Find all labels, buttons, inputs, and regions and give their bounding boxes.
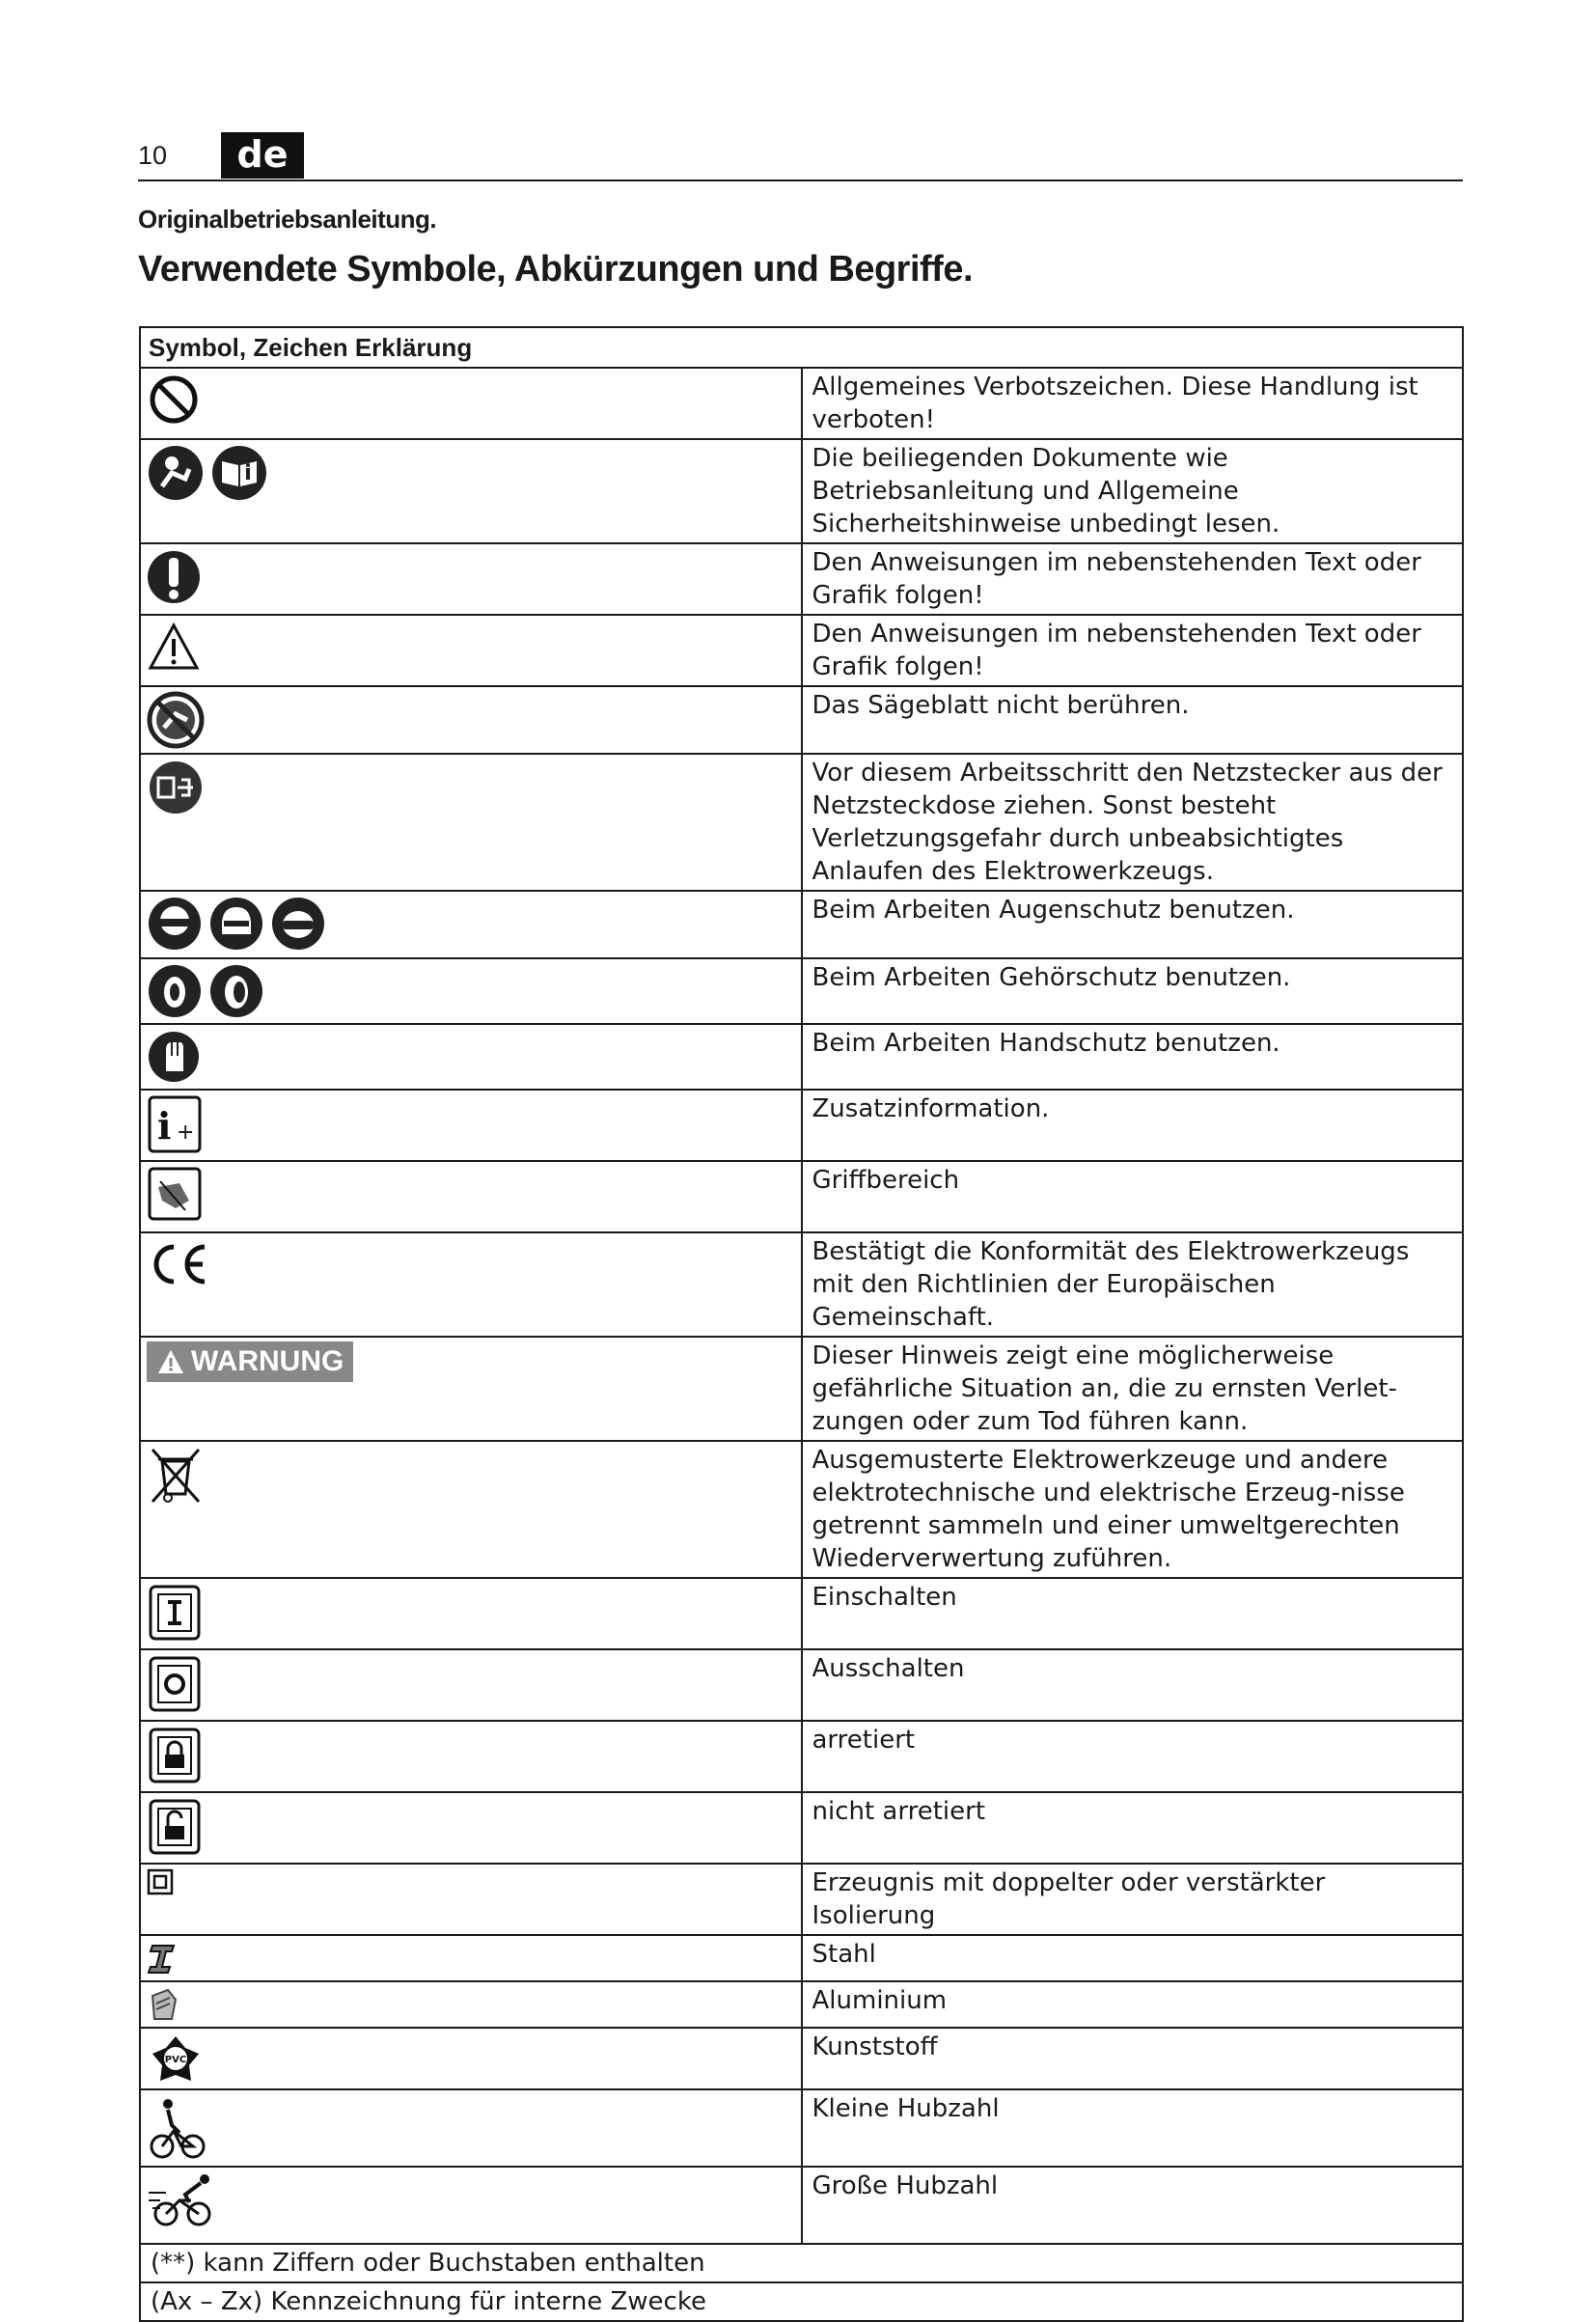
row-text: arretiert [802,1721,1464,1792]
table-footer-row [140,2282,1463,2321]
svg-text:i: i [157,1104,172,1147]
steel-icon [147,1940,179,1976]
table-row [140,1578,1463,1649]
warning-triangle-icon [147,620,201,674]
glove-icon [147,1029,201,1085]
table-header-row [140,327,1463,368]
svg-text:+: + [177,1120,195,1145]
hearing-protection-icon [147,963,203,1019]
table-row [140,686,1463,754]
footer-note-wildcard: (**) kann Ziffern oder Buchstaben enthalten [140,2244,1463,2282]
grip-area-icon [147,1166,203,1222]
table-row [140,1649,1463,1721]
table-row [140,439,1463,543]
row-text: Beim Arbeiten Gehörschutz benutzen. [802,958,1464,1024]
page-header [138,129,1463,181]
prohibition-icon [147,373,201,427]
table-row [140,1721,1463,1792]
weee-bin-icon [147,1446,205,1506]
table-row [140,368,1463,439]
page-title: Verwendete Symbole, Abkürzungen und Begriffe. [138,249,974,290]
info-plus-icon [147,1094,203,1154]
language-badge: de [221,132,304,179]
table-row [140,2167,1463,2244]
table-row [140,543,1463,615]
manual-book-icon [210,444,268,502]
row-text: Einschalten [802,1578,1464,1649]
aluminium-icon [147,1986,179,2023]
face-shield-icon [208,896,264,952]
table-row [140,1441,1463,1578]
bicycle-slow-icon [147,2094,208,2162]
table-row [140,1024,1463,1090]
row-text: Allgemeines Verbotszeichen. Diese Handlung ist verboten! [802,368,1464,439]
table-row [140,615,1463,686]
symbols-table [139,326,1464,2322]
eye-protection-icon [147,896,203,952]
document-subtitle: Originalbetriebsanleitung. [138,205,437,234]
table-row [140,958,1463,1024]
table-row [140,1981,1463,2028]
row-text: Große Hubzahl [802,2167,1464,2244]
table-row [140,1090,1463,1161]
row-text: Dieser Hinweis zeigt eine möglicherweise gefährliche Situation an, die zu ernsten Verlet-zungen oder zum Tod führen kann. [802,1337,1464,1441]
row-text: nicht arretiert [802,1792,1464,1864]
page-number: 10 [138,141,168,170]
warning-label-icon [147,1341,353,1382]
row-text: Bestätigt die Konformität des Elektrowerkzeugs mit den Richtlinien der Europäischen Gemeinschaft. [802,1232,1464,1337]
row-text: Ausschalten [802,1649,1464,1721]
row-text: Stahl [802,1935,1464,1981]
table-row [140,1232,1463,1337]
table-row [140,1864,1463,1935]
table-row [140,2028,1463,2089]
row-text: Kleine Hubzahl [802,2089,1464,2167]
exclamation-icon [147,548,201,606]
table-row [140,891,1463,958]
table-row [140,1935,1463,1981]
row-text: Beim Arbeiten Handschutz benutzen. [802,1024,1464,1090]
table-row [140,1161,1463,1232]
row-text: Beim Arbeiten Augenschutz benutzen. [802,891,1464,958]
table-header: Symbol, Zeichen Erklärung [140,327,1463,368]
row-text: Kunststoff [802,2028,1464,2089]
row-text: Erzeugnis mit doppelter oder verstärkter Isolierung [802,1864,1464,1935]
row-text: Die beiliegenden Dokumente wie Betriebsanleitung und Allgemeine Sicherheitshinweise unbedingt lesen. [802,439,1464,543]
row-text: Vor diesem Arbeitsschritt den Netzstecker aus der Netzsteckdose ziehen. Sonst besteht Verletzungsgefahr durch unbeabsichtigtes Anlaufen des Elektrowerkzeugs. [802,754,1464,891]
row-text: Aluminium [802,1981,1464,2028]
read-manual-icon [147,444,205,502]
unplug-icon [147,759,205,816]
double-insulation-icon [147,1868,174,1895]
table-footer-row [140,2244,1463,2282]
row-text: Griffbereich [802,1161,1464,1232]
row-text: Ausgemusterte Elektrowerkzeuge und andere elektrotechnische und elektrische Erzeug-nisse getrennt sammeln und einer umweltgerechten Wiederverwertung zuführen. [802,1441,1464,1578]
row-text: Den Anweisungen im nebenstehenden Text oder Grafik folgen! [802,543,1464,615]
table-row [140,1337,1463,1441]
switch-off-icon [147,1654,203,1714]
ear-muffs-icon [208,963,264,1019]
warning-triangle-small-icon [156,1348,185,1375]
goggles-icon [270,896,326,952]
warning-label-text: WARNUNG [191,1345,344,1377]
pvc-label: PVC [164,2055,187,2065]
row-text: Das Sägeblatt nicht berühren. [802,686,1464,754]
table-row [140,2089,1463,2167]
locked-icon [147,1726,203,1785]
row-text: Zusatzinformation. [802,1090,1464,1161]
unlocked-icon [147,1797,203,1857]
switch-on-icon [147,1583,203,1643]
plastic-pvc-icon [147,2032,205,2085]
bicycle-fast-icon [147,2171,220,2229]
ce-mark-icon [147,1237,210,1291]
row-text: Den Anweisungen im nebenstehenden Text oder Grafik folgen! [802,615,1464,686]
table-row [140,1792,1463,1864]
do-not-touch-blade-icon [147,691,205,749]
footer-note-internal: (Ax – Zx) Kennzeichnung für interne Zwecke [140,2282,1463,2321]
table-row [140,754,1463,891]
